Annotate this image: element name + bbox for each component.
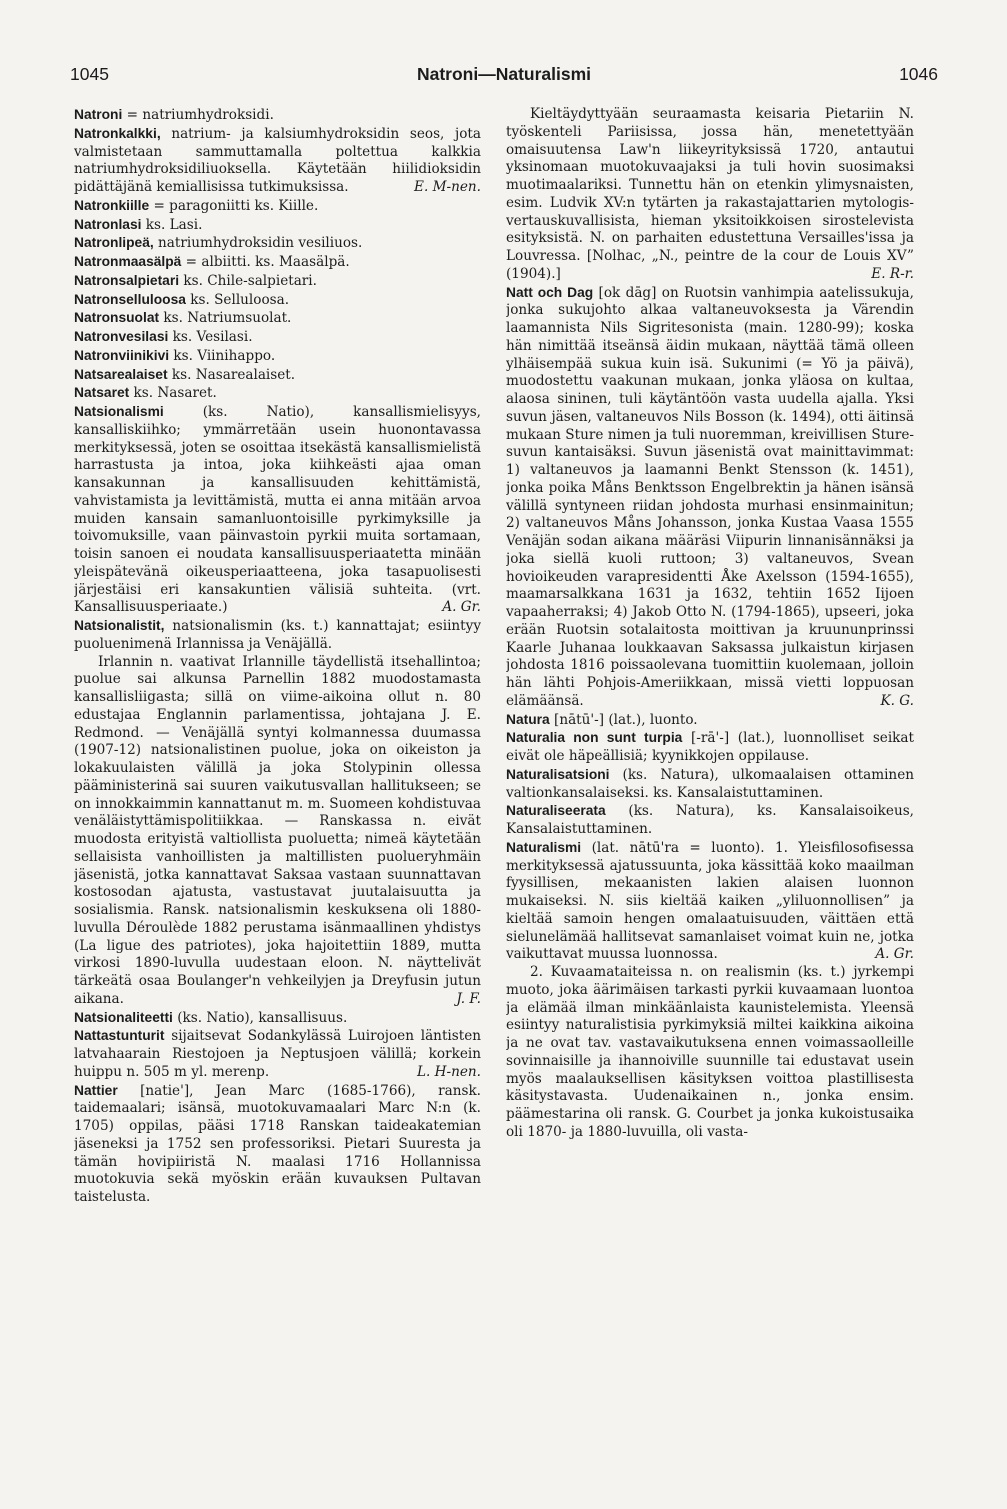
entry-text: [natie'], Jean Marc (1685-1766), ransk. taidemaalari; isänsä, muotokuvamaalari Marc N:n (k. 1705) oppilas, pääsi 1718 Ranskan taideakatemian jäseneksi ja 1752 sen professoriksi. Pietari Suuresta ja tämän hovipiiristä N. maalasi 1716 Hollannissa muotokuvia sekä myöskin erään kuvauksen Pultavan taistelusta. bbox=[74, 1082, 481, 1205]
entry-text: ks. Lasi. bbox=[141, 216, 203, 233]
entry-text: natsionalismin (ks. t.) kannattajat; esiintyy puoluenimenä Irlannissa ja Venäjällä. bbox=[74, 618, 481, 652]
entry-headword: Natronkiille bbox=[74, 197, 150, 213]
entry bbox=[74, 253, 481, 272]
entry-text: ks. Chile-salpietari. bbox=[179, 272, 317, 289]
entry-headword: Naturalisatsioni bbox=[506, 766, 610, 782]
entry-headword: Natronmaasälpä bbox=[74, 254, 182, 269]
entry-text: Irlannin n. vaativat Irlannille täydellistä itsehallintoa; puolue sai alkunsa Parnellin 1882 muodostamasta kansallisliigasta; sillä on viime-aikoina ollut n. 80 edustajaa Englannin parlamentissa, johtajana J. E. Redmond. — Venäjällä syntyi kolmannessa duumassa (1907-12) natsionalistinen puolue, joka on oikeiston ja lokakuulaisten välillä ja joka Stolypinin ollessa pääministerinä sai suuren vaikutusvallan hallitukseen; se on innokkaimmin kannattanut m. m. Suomeen kohdistuvaa venäläistyttämispolitiikkaa. — Ranskassa n. eivät muodosta erityistä valtiollista puoluetta; nimeä käytetään sellaisista vanhoillisten ja maltillisten puolueryhmäin jäsenistä, jotka kannattavat Saksaa vastaan suunnattavan kostosodan ajatusta, vastustavat juutalaisuutta ja sosialismia. Ransk. natsionalismin keskuksena oli 1880-luvulla Déroulède 1882 perustama isänmaallinen yhdistys (La ligue des patriotes), joka hajoitettiin 1889, mutta virkosi 1890-luvulla uudestaan eloon. N. näyttelivät tärkeätä osaa Boulanger'n vehkeilyjen ja Dreyfusin jutun aikana. bbox=[74, 653, 481, 1007]
entry-headword: Naturaliseerata bbox=[506, 803, 606, 819]
entry-headword: Natt och Dag bbox=[506, 284, 594, 300]
entry-text: = albiitti. ks. Maasälpä. bbox=[181, 254, 350, 270]
entry-text: Kieltäydyttyään seuraamasta keisaria Pietariin N. työskenteli Pariisissa, jossa hän, menetettyään omaisuutensa Law'n liikeyrityksissä 1720, antautui yksinomaan muotokuvaajaksi ja tuli hovin suosimaksi muotimaalariksi. Tunnettu hän on etenkin ylimysnaisten, esim. Ludvik XV:n tytärten ja rakastajattarien mytologis-vertauskuvallisista, hieman yksitoikkoisen sirostelevista esityksistä. N. on parhaiten edustettuna Versailles'issa ja Louvressa. [Nolhac, „N., peintre de la cour de Louis XV” (1904).] bbox=[506, 106, 914, 282]
entry-headword: Natronvesilasi bbox=[74, 329, 169, 344]
entry-signature: E. R-r. bbox=[871, 265, 914, 282]
entry-text: ks. Nasarealaiset. bbox=[167, 366, 296, 383]
entry-headword: Natroni bbox=[74, 107, 123, 122]
entry-signature: K. G. bbox=[880, 692, 914, 709]
entry bbox=[506, 284, 914, 711]
entry-signature: E. M-nen. bbox=[414, 179, 481, 195]
entry bbox=[506, 106, 914, 284]
entry-headword: Natura bbox=[506, 711, 550, 727]
entry-headword: Natronselluloosa bbox=[74, 291, 186, 307]
entry bbox=[506, 802, 914, 839]
running-title: Natroni—Naturalismi bbox=[416, 64, 592, 84]
entry bbox=[74, 216, 481, 235]
entry-text: natriumhydroksidin vesiliuos. bbox=[153, 235, 363, 252]
entry-text: ks. Vesilasi. bbox=[168, 329, 253, 345]
entry-text: [ok dāg] on Ruotsin vanhimpia aatelissukuja, jonka sukujohto alkaa valtaneuvoksesta ja Värendin laamannista Nils Sigritesonista (main. 1280-99); koska hän nimittää itseänsä äidin mukaan, näyttää tämä olleen ylhäisempää sukua kuin isä. Sukunimi (= Yö ja päivä), muodostettu vaakunan mukaan, jonka yläosa on kultaa, alaosa sininen, tuli käytäntöön vasta uudella ajalla. Yksi suvun jäsen, valtaneuvos Nils Bosson (k. 1494), otti äitinsä mukaan Sture nimen ja tuli nuoremman, kreivillisen Sture-suvun kantaisäksi. Suvun jäsenistä ovat mainittavimmat: 1) valtaneuvos ja laamanni Benkt Stensson (k. 1451), jonka poika Måns Benktsson Engelbrektin ja hänen isänsä välillä syntyneen riidan johdosta murhasi ensinmainitun; 2) valtaneuvos Måns Johansson, jonka Kustaa Vaasa 1555 Venäjän sodan aikana määräsi Viipurin linnanisännäksi ja joka siellä kuoli ruttoon; 3) valtaneuvos, Svean hovioikeuden varapresidentti Åke Axelsson (1594-1655), maamarsalkkana 1631 ja 1632, tehtiin 1652 Iijoen vapaaherraksi; 4) Jakob Otto N. (1794-1865), upseeri, joka erään Ruotsin sotalaitosta moittivan ja kruununprinssi Kaarle Juhanaa loukkaavan Saksassa julkaistun kirjasen johdosta 1816 poissaolevana tuomittiin kuolemaan, jolloin hän lähti Pohjois-Ameriikkaan, missä vietti loppuosan elämäänsä. bbox=[506, 284, 914, 709]
page-number-left: 1045 bbox=[70, 64, 109, 84]
entry bbox=[74, 1009, 481, 1028]
entry bbox=[74, 309, 481, 328]
entry bbox=[74, 234, 481, 253]
entry bbox=[74, 347, 481, 366]
page-header bbox=[70, 64, 938, 90]
entry-headword: Natronviinikivi bbox=[74, 347, 170, 363]
entry bbox=[74, 403, 481, 617]
entry-signature: L. H-nen. bbox=[417, 1063, 481, 1080]
entry-text: (ks. Natura), ulkomaalaisen ottaminen valtionkansalaiseksi. ks. Kansalaistuttaminen. bbox=[506, 766, 914, 801]
left-column bbox=[74, 106, 481, 1496]
entry bbox=[74, 197, 481, 216]
entry-headword: Naturalismi bbox=[506, 839, 582, 855]
entry bbox=[74, 125, 481, 197]
entry bbox=[506, 839, 914, 964]
entry-headword: Natronlipeä, bbox=[74, 235, 154, 251]
entry bbox=[506, 766, 914, 803]
entry-text: (ks. Natio), kansallismielisyys, kansalliskiihko; ymmärretään usein huonontavassa merkityksessä, joten se osoittaa itsekästä kansallismielistä harrastusta ja intoa, joka kiihkeästi ajaa oman kansakunnan ja kansallisuuden kehittämistä, vahvistamista ja levittämistä, mutta ei anna mitään arvoa muiden kansain samanluontoisille pyrkimyksille ja toivomuksille, vaan päinvastoin pyrkii muita sortamaan, toisin sanoen ei noudata kansallisuusperiaatetta minään yleispätevänä oikeusperiaatteena, joka tasapuolisesti järjestäisi eri kansakuntien välisiä suhteita. (vrt. Kansallisuusperiaate.) bbox=[74, 404, 481, 616]
entry bbox=[506, 711, 914, 730]
entry-text: [nātū'-] (lat.), luonto. bbox=[549, 711, 698, 728]
entry-signature: J. F. bbox=[456, 990, 481, 1007]
entry bbox=[74, 1027, 481, 1081]
entry-text: natrium- ja kalsiumhydroksidin seos, jota valmistetaan sammuttamalla poltettua kalkkia natriumhydroksidiliuoksella. Käytetään hiilidioksidin pidättäjänä kemiallisissa tutkimuksissa. bbox=[74, 125, 481, 195]
entry-headword: Natsarealaiset bbox=[74, 366, 168, 382]
entry-text: = paragoniitti ks. Kiille. bbox=[149, 197, 319, 214]
page-number-right: 1046 bbox=[899, 64, 938, 84]
entry-text: (ks. Natura), ks. Kansalaisoikeus, Kansalaistuttaminen. bbox=[506, 803, 914, 837]
entry bbox=[74, 366, 481, 385]
entry-headword: Natsaret bbox=[74, 385, 130, 401]
entry bbox=[74, 291, 481, 310]
entry-text: ks. Natriumsuolat. bbox=[159, 310, 292, 327]
entry-text: (lat. nātū'ra = luonto). 1. Yleisfilosofisessa merkityksessä ajatussuunta, joka kässittää koko maailman fyysillisen, mekaanisten lakien alaisen luonnon mukaiseksi. N. siis kieltää kaiken „yliluonnollisen” ja kieltää samoin hengen omalaatuisuuden, väittäen että sielunelämää hallitsevat samanlaiset voimat kuin ne, jotka vaikuttavat muussa luonnossa. bbox=[506, 839, 914, 963]
entry bbox=[74, 654, 481, 1009]
entry-headword: Natsionalistit, bbox=[74, 618, 165, 633]
entry bbox=[506, 729, 914, 766]
entry-text: 2. Kuvaamataiteissa n. on realismin (ks. t.) jyrkempi muoto, joka äärimäisen tarkasti pyrkii kuvaamaan luontoa ja elämää ilman minkäänlaista kaunistelemista. Yleensä esiintyy naturalistisia pyrkimyksiä miltei kaikkina aikoina ja ne ovat tav. vastavaikutuksena ennen voimassaolleille sovinnaisille ja ihannoiville suunnille tai edustavat usein myös maalauksellisen käsityksen voittoa plastillisesta käsitystavasta. Uudenaikainen n., jonka ensim. päämestarina oli ransk. G. Courbet ja jonka kukoistusaika oli 1870- ja 1880-luvuilla, oli vasta- bbox=[506, 964, 914, 1140]
entry bbox=[74, 1082, 481, 1207]
entry bbox=[74, 272, 481, 291]
entry-text: sijaitsevat Sodankylässä Luirojoen läntisten latvahaarain Riestojoen ja Neptusjoen välillä; korkein huippu n. 505 m yl. merenp. bbox=[74, 1028, 481, 1080]
entry bbox=[74, 617, 481, 654]
entry-signature: A. Gr. bbox=[875, 946, 914, 963]
entry-headword: Natsionaliteetti bbox=[74, 1009, 173, 1025]
entry-text: (ks. Natio), kansallisuus. bbox=[172, 1009, 348, 1026]
entry-text: ks. Nasaret. bbox=[129, 385, 217, 402]
entry-headword: Nattastunturit bbox=[74, 1028, 165, 1044]
entry-headword: Natronsalpietari bbox=[74, 272, 180, 288]
entry-signature: A. Gr. bbox=[442, 599, 481, 616]
entry-text: ks. Viinihappo. bbox=[169, 347, 276, 364]
entry bbox=[506, 964, 914, 1142]
entry-headword: Nattier bbox=[74, 1082, 118, 1098]
entry-headword: Naturalia non sunt turpia bbox=[506, 730, 683, 746]
entry-text: ks. Selluloosa. bbox=[185, 291, 290, 308]
entry-headword: Natronlasi bbox=[74, 216, 142, 232]
entry-text: [-rā'-] (lat.), luonnolliset seikat eivät ole häpeällisiä; kyynikkojen oppilause. bbox=[506, 730, 914, 764]
entry-headword: Natronkalkki, bbox=[74, 125, 161, 141]
entry-headword: Natronsuolat bbox=[74, 310, 160, 326]
entry bbox=[74, 106, 481, 125]
entry bbox=[74, 328, 481, 347]
right-column bbox=[506, 106, 914, 1496]
entry-headword: Natsionalismi bbox=[74, 404, 164, 419]
entry bbox=[74, 384, 481, 403]
entry-text: = natriumhydroksidi. bbox=[122, 107, 274, 123]
